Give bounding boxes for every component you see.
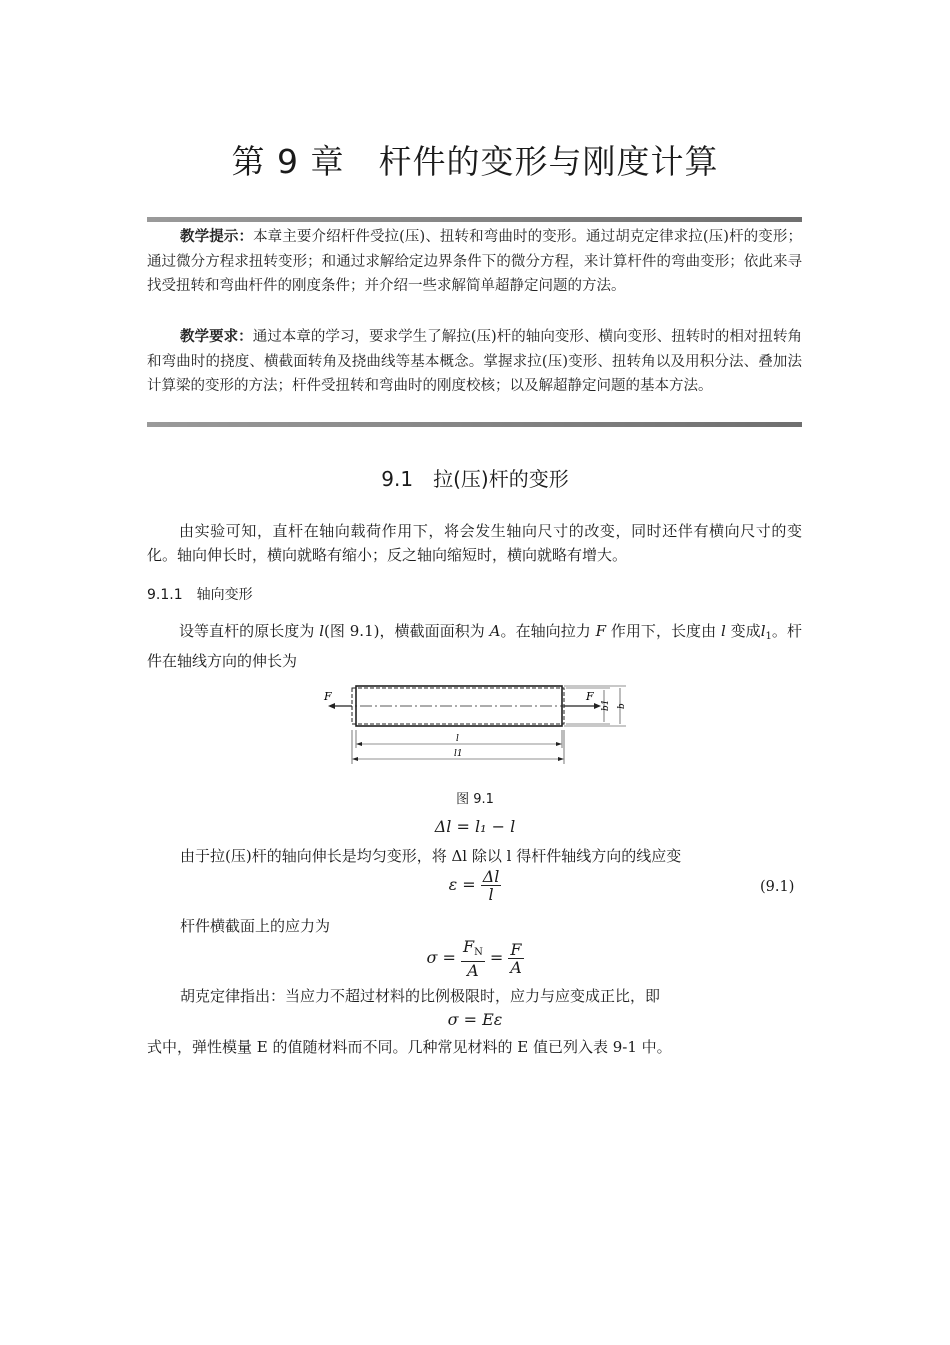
setup-var-l1-sub: 1 <box>765 631 772 642</box>
equation-hooke: σ = Eε <box>447 1010 503 1029</box>
b-label: b <box>617 703 627 709</box>
l1-arrow-right <box>558 757 564 761</box>
closing-paragraph <box>147 1035 802 1059</box>
setup-text-5: 变成 <box>725 622 761 640</box>
b1-label: b1 <box>601 699 611 711</box>
teaching-requirements-label: 教学要求： <box>180 329 253 345</box>
equation-elongation: Δl = l₁ − l <box>434 817 516 836</box>
strain-lhs: ε = <box>448 875 476 894</box>
stress-fraction-1 <box>461 938 485 979</box>
stress-denominator-1: A <box>467 961 479 980</box>
setup-var-l1: l <box>760 622 766 640</box>
strain-fraction <box>481 868 502 903</box>
subsection-title: 9.1.1 轴向变形 <box>147 587 253 603</box>
teaching-requirements-text: 通过本章的学习，要求学生了解拉(压)杆的轴向变形、横向变形、扭转时的相对扭转角和弯曲时的挠度、横截面转角及挠曲线等基本概念。掌握求拉(压)变形、扭转角以及用积分法、叠加法计算梁的变形的方法；杆件受扭转和弯曲时的刚度校核；以及解超静定问题的基本方法。 <box>147 329 803 395</box>
intro-paragraph <box>147 519 802 567</box>
equation-stress <box>0 938 950 979</box>
stress-fraction-2 <box>508 941 523 976</box>
setup-var-l: l <box>319 622 325 640</box>
section-title: 9.1 拉(压)杆的变形 <box>381 467 569 491</box>
teaching-hints-label: 教学提示： <box>180 229 254 245</box>
setup-text-1: 设等直杆的原长度为 <box>179 622 320 640</box>
stress-num1-base: F <box>462 937 475 956</box>
stress-numerator-2: F <box>510 940 522 959</box>
stress-lhs: σ = <box>426 948 456 967</box>
setup-text-6: 。杆件在轴线方向的伸长为 <box>147 622 802 670</box>
strain-denominator: l <box>488 885 494 904</box>
teaching-hints-text: 本章主要介绍杆件受拉(压)、扭转和弯曲时的变形。通过胡克定律求拉(压)杆的变形；通过微分方程求扭转变形；和通过求解给定边界条件下的微分方程，来计算杆件的弯曲变形；依此来寻找受扭转和弯曲杆件的刚度条件；并介绍一些求解简单超静定问题的方法。 <box>147 229 803 295</box>
teaching-requirements <box>147 325 802 399</box>
teaching-hints <box>147 225 802 299</box>
l-label: l <box>456 734 459 744</box>
stress-numerator-1 <box>461 938 485 962</box>
setup-text-3: 。在轴向拉力 <box>500 622 596 640</box>
l1-label: l1 <box>454 749 463 759</box>
setup-var-A: A <box>489 622 501 640</box>
equation-strain <box>0 868 950 903</box>
setup-var-F: F <box>595 622 607 640</box>
rod-figure <box>320 682 640 772</box>
closing-text: 式中，弹性模量 E 的值随材料而不同。几种常见材料的 E 值已列入表 9-1 中。 <box>147 1038 672 1056</box>
left-force-arrowhead <box>328 703 335 709</box>
chapter-title: 第 9 章 杆件的变形与刚度计算 <box>231 142 719 181</box>
top-divider <box>147 217 802 222</box>
stress-intro: 杆件横截面上的应力为 <box>180 917 331 935</box>
setup-var-l2: l <box>720 622 726 640</box>
hooke-law-text: 胡克定律指出：当应力不超过材料的比例极限时，应力与应变成正比，即 <box>180 987 661 1005</box>
bottom-divider <box>147 422 802 427</box>
strain-numerator: Δl <box>482 867 500 886</box>
right-force-arrowhead <box>594 703 601 709</box>
right-force-label: F <box>586 690 594 703</box>
figure-caption: 图 9.1 <box>456 792 494 807</box>
stress-num1-sub: N <box>474 947 483 958</box>
l-arrow-left <box>356 742 362 746</box>
l-arrow-right <box>556 742 562 746</box>
setup-text-2: (图 9.1)，横截面面积为 <box>324 622 490 640</box>
setup-text-4: 作用下，长度由 <box>606 622 721 640</box>
stress-denominator-2: A <box>510 958 522 977</box>
intro-text: 由实验可知，直杆在轴向载荷作用下，将会发生轴向尺寸的改变，同时还伴有横向尺寸的变化。轴向伸长时，横向就略有缩小；反之轴向缩短时，横向就略有增大。 <box>147 522 802 564</box>
strain-intro: 由于拉(压)杆的轴向伸长是均匀变形，将 Δl 除以 l 得杆件轴线方向的线应变 <box>180 847 682 865</box>
setup-paragraph <box>147 619 802 673</box>
l1-arrow-left <box>352 757 358 761</box>
left-force-label: F <box>324 690 332 703</box>
equation-number: (9.1) <box>760 879 795 895</box>
stress-mid-equals: = <box>489 948 504 967</box>
